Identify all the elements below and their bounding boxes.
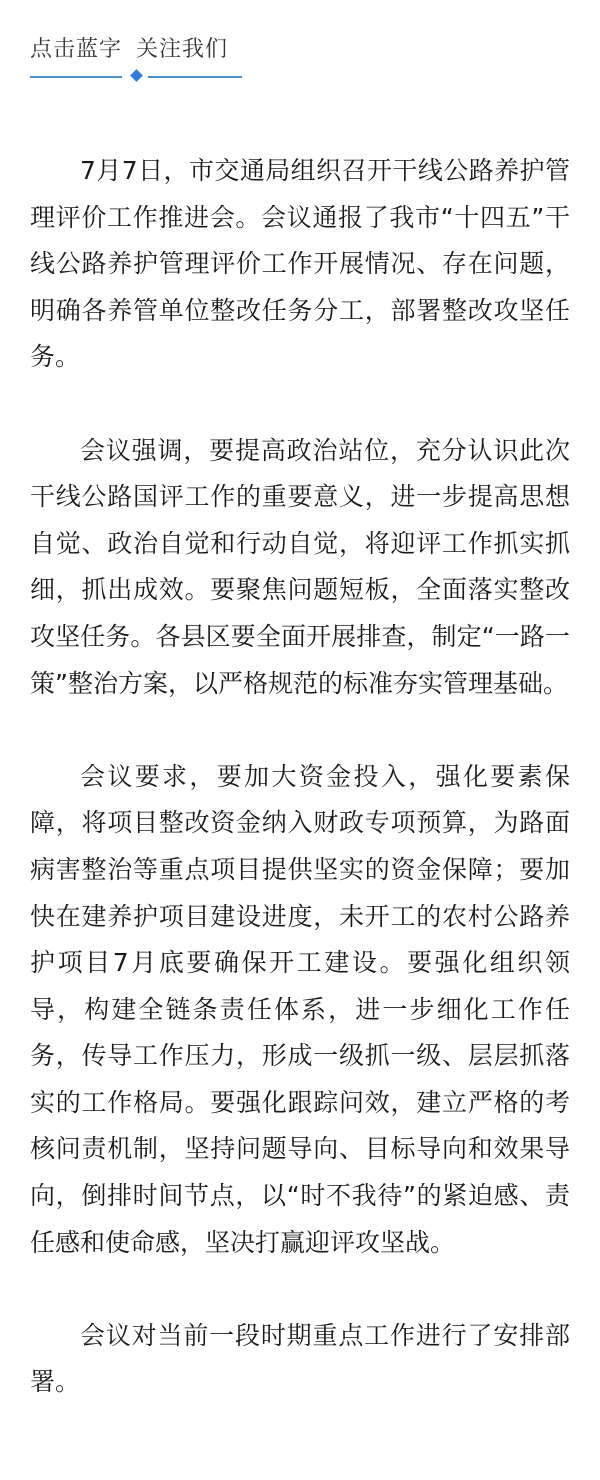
banner-underline-right xyxy=(148,76,242,78)
banner-underline-left xyxy=(30,76,122,78)
follow-us-text[interactable]: 关注我们 xyxy=(136,37,229,62)
article-body xyxy=(30,148,570,1406)
click-blue-text[interactable]: 点击蓝字 xyxy=(30,37,123,62)
paragraph-meeting-emphasis: 会议强调，要提高政治站位，充分认识此次干线公路国评工作的重要意义，进一步提高思想自觉、政治自觉和行动自觉，将迎评工作抓实抓细，抓出成效。要聚焦问题短板，全面落实整改攻坚任务。各县区要全面开展排查，制定“一路一策”整治方案，以严格规范的标准夯实管理基础。 xyxy=(30,435,570,698)
paragraph-meeting-requirements: 会议要求，要加大资金投入，强化要素保障，将项目整改资金纳入财政专项预算，为路面病害整治等重点项目提供坚实的资金保障；要加快在建养护项目建设进度，未开工的农村公路养护项目7月底要确保开工建设。要强化组织领导，构建全链条责任体系，进一步细化工作任务，传导工作压力，形成一级抓一级、层层抓落实的工作格局。要强化跟踪问效，建立严格的考核问责机制，坚持问题导向、目标导向和效果导向，倒排时间节点，以“时不我待”的紧迫感、责任感和使命感，坚决打赢迎评攻坚战。 xyxy=(30,761,570,1257)
follow-banner[interactable] xyxy=(30,28,244,88)
follow-banner-text[interactable] xyxy=(30,28,244,72)
paragraph-meeting-arrangement: 会议对当前一段时期重点工作进行了安排部署。 xyxy=(30,1320,570,1397)
paragraph-meeting-summary: 7月7日，市交通局组织召开干线公路养护管理评价工作推进会。会议通报了我市“十四五”干线公路养护管理评价工作开展情况、存在问题，明确各养管单位整改任务分工，部署整改攻坚任务。 xyxy=(30,156,570,372)
